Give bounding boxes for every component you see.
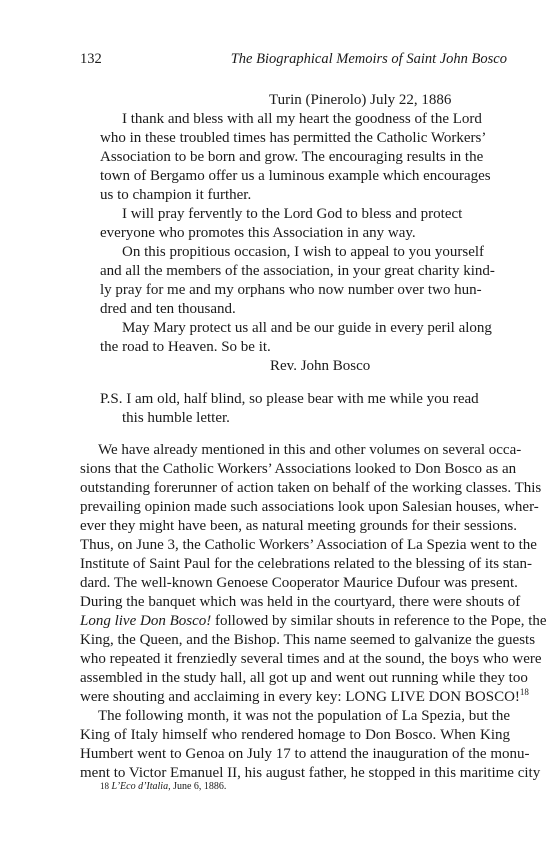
body-line: We have already mentioned in this and other volumes on several occa-: [98, 442, 522, 458]
body-line: sions that the Catholic Workers’ Associations looked to Don Bosco as an: [80, 461, 517, 477]
letter-line: and all the members of the association, in your great charity kind-: [100, 263, 495, 279]
body-line: King of Italy himself who rendered homage to Don Bosco. When King: [80, 727, 510, 743]
letter-line: I will pray fervently to the Lord God to bless and protect: [122, 206, 463, 222]
footnote: [100, 780, 226, 793]
page-number: 132: [80, 51, 102, 67]
letter-line: who in these troubled times has permitted the Catholic Workers’: [100, 130, 487, 146]
body-line: dard. The well-known Genoese Cooperator Maurice Dufour was present.: [80, 575, 518, 591]
body-line: During the banquet which was held in the courtyard, there were shouts of: [80, 594, 521, 610]
footnote-date: June 6, 1886.: [173, 781, 227, 792]
footnote-reference: 18: [519, 687, 529, 697]
body-line: ever they might have been, as natural meeting grounds for their sessions.: [80, 518, 517, 534]
running-head: The Biographical Memoirs of Saint John Bosco: [230, 51, 507, 67]
letter-line: ly pray for me and my orphans who now number over two hun-: [100, 282, 482, 298]
body-line: outstanding forerunner of action taken on behalf of the working classes. This: [80, 480, 542, 496]
body-line: [80, 687, 529, 707]
letter-line: dred and ten thousand.: [100, 301, 236, 317]
body-line-text: were shouting and acclaiming in every key: LONG LIVE DON BOSCO!: [80, 689, 520, 705]
letter-dateline: Turin (Pinerolo) July 22, 1886: [269, 92, 452, 108]
italic-phrase: Long live Don Bosco!: [80, 613, 212, 629]
footnote-number: 18: [100, 781, 109, 791]
letter-line: On this propitious occasion, I wish to appeal to you yourself: [122, 244, 485, 260]
postscript-line: P.S. I am old, half blind, so please bear with me while you read: [100, 391, 479, 407]
body-line: prevailing opinion made such associations look upon Salesian houses, wher-: [80, 499, 539, 515]
letter-line: us to champion it further.: [100, 187, 252, 203]
letter-line: the road to Heaven. So be it.: [100, 339, 271, 355]
body-line: [80, 612, 547, 631]
letter-line: everyone who promotes this Association in any way.: [100, 225, 416, 241]
body-line: The following month, it was not the population of La Spezia, but the: [98, 708, 510, 724]
body-line-rest: followed by similar shouts in reference to the Pope, the: [214, 613, 547, 629]
body-line: Thus, on June 3, the Catholic Workers’ Association of La Spezia went to the: [80, 537, 537, 553]
body-line: assembled in the study hall, all got up and went out running while they too: [80, 670, 528, 686]
body-line: King, the Queen, and the Bishop. This name seemed to galvanize the guests: [80, 632, 536, 648]
footnote-source: L’Eco d’Italia,: [111, 781, 171, 792]
body-line: ment to Victor Emanuel II, his august father, he stopped in this maritime city: [80, 765, 541, 781]
letter-line: town of Bergamo offer us a luminous example which encourages: [100, 168, 491, 184]
letter-line: I thank and bless with all my heart the goodness of the Lord: [122, 111, 482, 127]
body-line: Institute of Saint Paul for the celebrations related to the blessing of its stan-: [80, 556, 532, 572]
body-line: Humbert went to Genoa on July 17 to attend the inauguration of the monu-: [80, 746, 530, 762]
letter-line: May Mary protect us all and be our guide in every peril along: [122, 320, 492, 336]
letter-line: Association to be born and grow. The encouraging results in the: [100, 149, 484, 165]
postscript-line: this humble letter.: [122, 410, 230, 426]
letter-signature: Rev. John Bosco: [270, 358, 371, 374]
body-line: who repeated it frenziedly several times and at the sound, the boys who were: [80, 651, 542, 667]
